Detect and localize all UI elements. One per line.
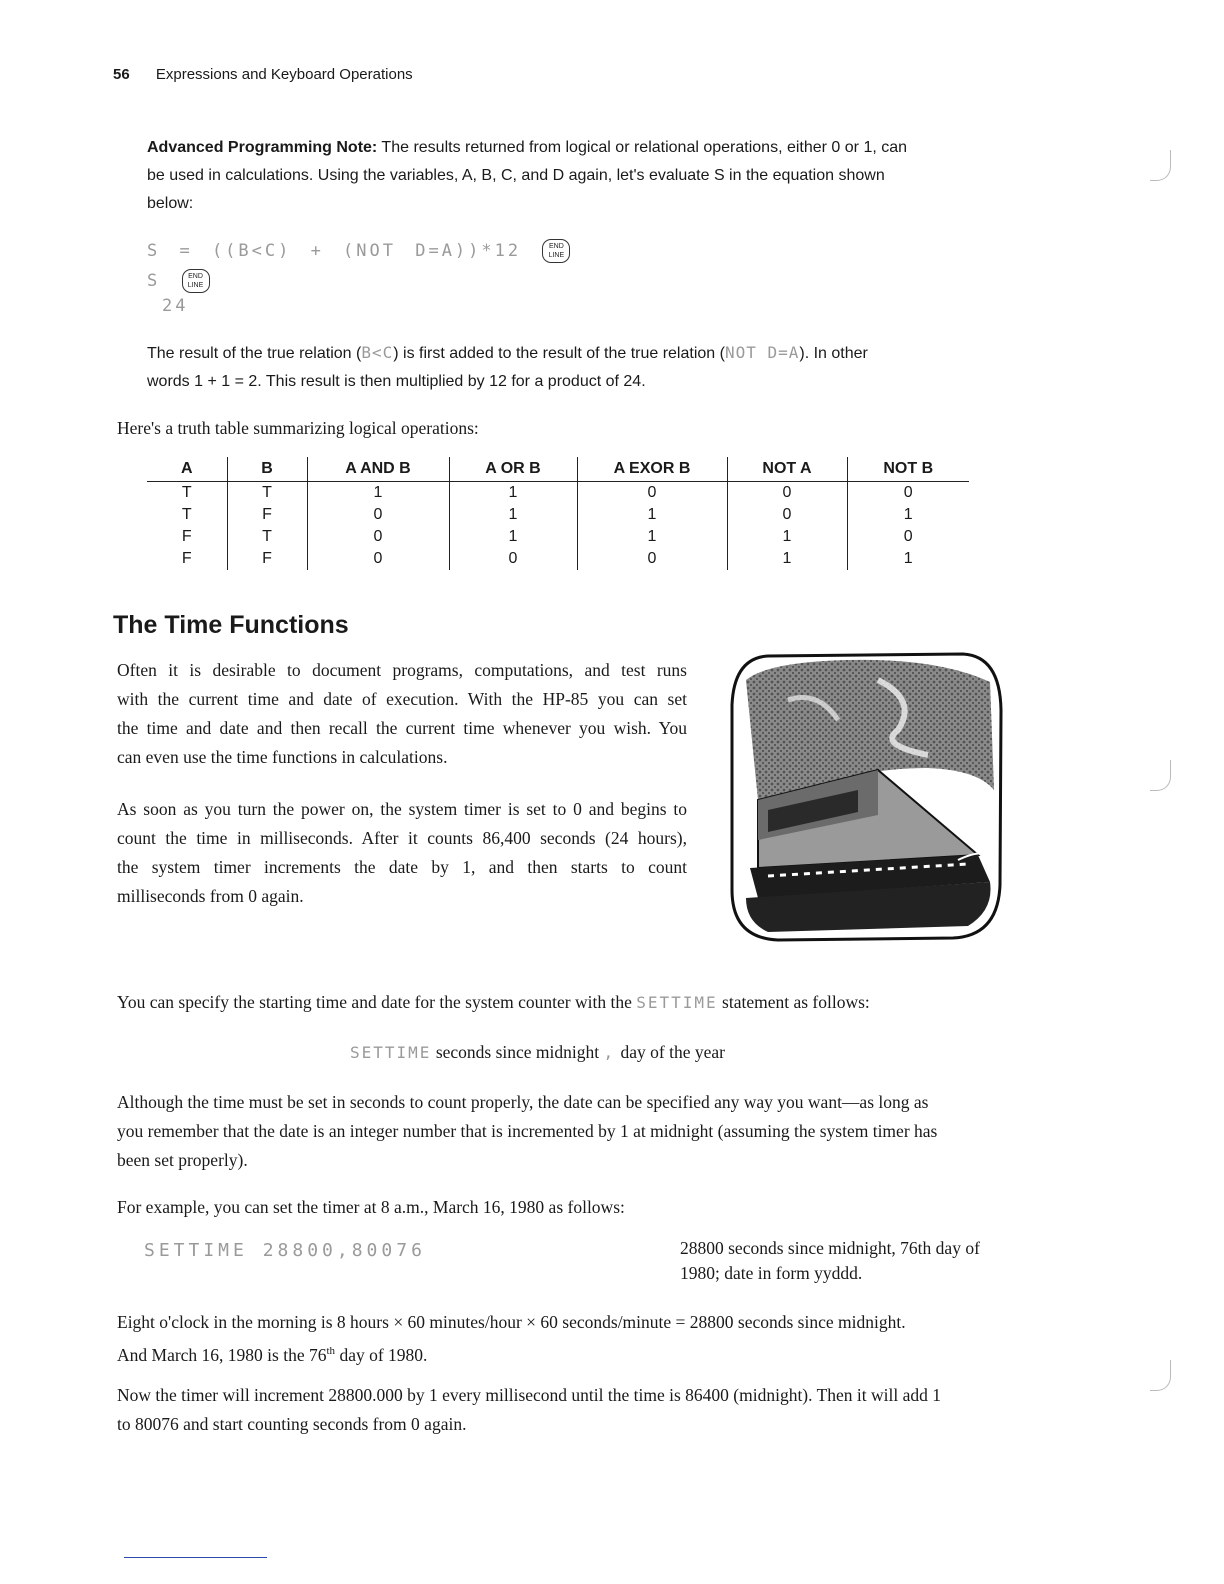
text-line: can even use the time functions in calculations.	[117, 747, 448, 767]
text-line: been set properly).	[117, 1150, 248, 1170]
table-cell: F	[227, 504, 307, 526]
text-line: the system timer increments the date by 1, and then starts to count	[117, 857, 687, 877]
page-number: 56	[113, 66, 130, 83]
note-line-2: be used in calculations. Using the variables, A, B, C, and D again, let's evaluate S in the equation shown	[147, 167, 885, 184]
margin-mark	[1150, 760, 1171, 791]
table-row	[147, 548, 969, 570]
final-paragraph	[117, 1381, 1027, 1439]
truth-table-header-cell: A OR B	[449, 457, 577, 482]
text-line: Although the time must be set in seconds to count properly, the date can be specified any way you want—as long as	[117, 1092, 929, 1112]
truth-table-header-cell: A	[147, 457, 227, 482]
table-row	[147, 482, 969, 505]
text-line: Often it is desirable to document programs, computations, and test runs	[117, 660, 687, 680]
date-paragraph	[117, 1088, 1017, 1175]
note-explanation: The result of the true relation (B<C) is first added to the result of the true relation (NOT D=A). In other words 1 + 1 = 2. This result is then multiplied by 12 for a product of 24.	[147, 343, 868, 390]
table-cell: F	[227, 548, 307, 570]
advanced-note	[147, 134, 987, 218]
table-cell: 0	[577, 482, 727, 505]
table-cell: 0	[847, 526, 969, 548]
truth-table-header-cell: NOT B	[847, 457, 969, 482]
table-cell: T	[181, 506, 192, 523]
truth-table-header-cell: B	[227, 457, 307, 482]
section-title: The Time Functions	[113, 611, 349, 639]
table-cell: 0	[727, 504, 847, 526]
text-line: 28800 seconds since midnight, 76th day of	[680, 1238, 980, 1258]
example-code: SETTIME 28800,80076	[144, 1240, 426, 1261]
time-paragraph-2	[117, 795, 687, 911]
table-cell: 0	[307, 504, 449, 526]
end-line-key-icon: END LINE	[542, 239, 570, 263]
page-header	[113, 66, 413, 83]
computer-drawing	[728, 650, 1003, 942]
text-line: 1980; date in form yyddd.	[680, 1263, 863, 1283]
eight-oclock-paragraph: Eight o'clock in the morning is 8 hours × 60 minutes/hour × 60 seconds/minute = 28800 seconds since midnight. And March 16, 1980 is the 76th day of 1980.	[117, 1312, 906, 1365]
code-line-1: S = ((B<C) + (NOT D=A))*12 END LINE	[147, 239, 570, 263]
table-cell: 1	[449, 482, 577, 505]
table-cell: 1	[577, 504, 727, 526]
text-line: Now the timer will increment 28800.000 by 1 every millisecond until the time is 86400 (midnight). Then it will add 1	[117, 1385, 941, 1405]
code-line-2: S END LINE	[147, 269, 210, 293]
example-note	[680, 1236, 1020, 1286]
table-cell: F	[181, 550, 192, 567]
table-cell: 0	[727, 482, 847, 505]
settime-syntax: SETTIME seconds since midnight , day of the year	[350, 1042, 725, 1062]
text-line: with the current time and date of execution. With the HP-85 you can set	[117, 689, 687, 709]
table-cell: 1	[727, 548, 847, 570]
table-cell: 1	[577, 526, 727, 548]
text-line: As soon as you turn the power on, the system timer is set to 0 and begins to	[117, 799, 687, 819]
margin-mark	[1150, 1360, 1171, 1391]
table-cell: F	[181, 528, 192, 545]
table-cell: T	[227, 526, 307, 548]
truth-table-header-cell: NOT A	[727, 457, 847, 482]
table-cell: 0	[847, 482, 969, 505]
text-line: to 80076 and start counting seconds from 0 again.	[117, 1414, 467, 1434]
table-cell: 0	[307, 548, 449, 570]
table-cell: 1	[847, 548, 969, 570]
settime-intro: You can specify the starting time and date for the system counter with the SETTIME statement as follows:	[117, 992, 870, 1012]
text-line: you remember that the date is an integer number that is incremented by 1 at midnight (assuming the system timer has	[117, 1121, 938, 1141]
table-cell: 1	[449, 504, 577, 526]
settime-keyword: SETTIME	[636, 993, 718, 1012]
example-intro: For example, you can set the timer at 8 a.m., March 16, 1980 as follows:	[117, 1197, 625, 1217]
footer-rule	[124, 1557, 267, 1558]
note-line-1: Advanced Programming Note: The results returned from logical or relational operations, either 0 or 1, can	[147, 139, 908, 156]
text-line: milliseconds from 0 again.	[117, 886, 304, 906]
text-line: the time and date and then recall the current time whenever you wish. You	[117, 718, 687, 738]
table-cell: 0	[577, 548, 727, 570]
table-cell: 1	[307, 482, 449, 505]
end-line-key-icon: END LINE	[182, 269, 210, 293]
table-row	[147, 526, 969, 548]
margin-mark	[1150, 150, 1171, 181]
truth-table-header-cell: A EXOR B	[577, 457, 727, 482]
table-cell: T	[181, 484, 192, 501]
truth-table-intro: Here's a truth table summarizing logical operations:	[117, 418, 479, 438]
truth-table-header-row	[147, 457, 969, 482]
table-cell: T	[227, 482, 307, 505]
text-line: count the time in milliseconds. After it counts 86,400 seconds (24 hours),	[117, 828, 687, 848]
time-paragraph-1	[117, 656, 687, 772]
truth-table-header-cell: A AND B	[307, 457, 449, 482]
hp85-illustration	[728, 650, 1003, 942]
table-cell: 1	[727, 526, 847, 548]
running-title: Expressions and Keyboard Operations	[155, 66, 413, 83]
table-row	[147, 504, 969, 526]
code-result: 24	[162, 296, 189, 316]
table-cell: 1	[847, 504, 969, 526]
table-cell: 0	[449, 548, 577, 570]
note-line-3: below:	[147, 195, 194, 212]
table-cell: 1	[449, 526, 577, 548]
table-cell: 0	[307, 526, 449, 548]
note-label: Advanced Programming Note:	[147, 139, 378, 156]
truth-table	[147, 457, 969, 570]
